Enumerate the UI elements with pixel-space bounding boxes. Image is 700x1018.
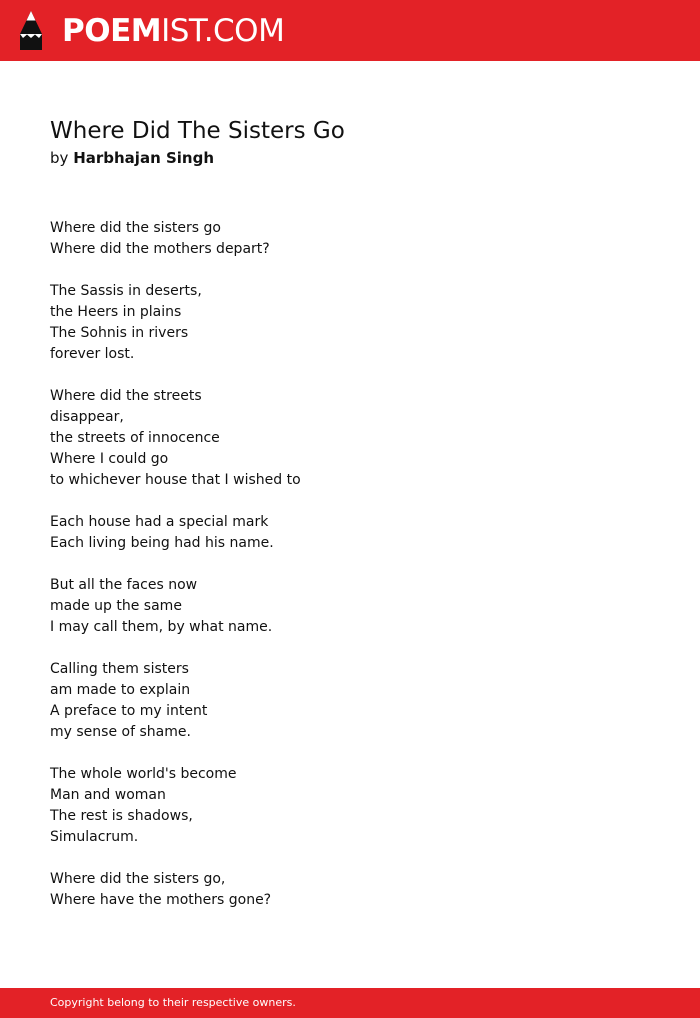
poem-title: Where Did The Sisters Go: [50, 118, 345, 144]
poem-stanza: [50, 512, 650, 554]
poem-line: Each house had a special mark: [50, 514, 269, 530]
poem-line: But all the faces now: [50, 577, 198, 593]
poem-line: am made to explain: [50, 682, 191, 698]
logo-text-light: IST.COM: [161, 13, 285, 49]
site-logo-link[interactable]: [62, 11, 284, 51]
copyright-notice: Copyright belong to their respective owners.: [50, 996, 296, 1009]
poem-line: The whole world's become: [50, 766, 237, 782]
poem-line: Each living being had his name.: [50, 535, 274, 551]
site-header: [0, 0, 700, 61]
poem-line: Where have the mothers gone?: [50, 892, 272, 908]
poem-line: forever lost.: [50, 346, 135, 362]
byline-prefix: by: [50, 149, 69, 167]
site-footer: [0, 988, 700, 1018]
poem-line: disappear,: [50, 409, 124, 425]
poem-author: Harbhajan Singh: [73, 149, 215, 167]
poem-line: Where I could go: [50, 451, 169, 467]
poem-line: Where did the mothers depart?: [50, 241, 270, 257]
poem-line: Where did the streets: [50, 388, 202, 404]
poem-stanza: [50, 869, 650, 911]
poem-stanza: [50, 659, 650, 743]
poem-line: to whichever house that I wished to: [50, 472, 301, 488]
poem-stanza: [50, 575, 650, 638]
poem-line: The Sassis in deserts,: [50, 283, 202, 299]
pencil-tip-icon: [18, 10, 44, 52]
poem-line: my sense of shame.: [50, 724, 191, 740]
poem-byline: [50, 147, 214, 169]
poem-line: Calling them sisters: [50, 661, 189, 677]
poem-line: The Sohnis in rivers: [50, 325, 189, 341]
poem-line: A preface to my intent: [50, 703, 208, 719]
poem-line: made up the same: [50, 598, 182, 614]
poem-line: The rest is shadows,: [50, 808, 193, 824]
poem-stanza: [50, 218, 650, 260]
poem-body: [50, 218, 650, 932]
poem-line: Man and woman: [50, 787, 166, 803]
logo-text-bold: POEM: [62, 13, 162, 49]
poem-stanza: [50, 281, 650, 365]
poem-line: the streets of innocence: [50, 430, 220, 446]
poem-stanza: [50, 764, 650, 848]
poem-line: Where did the sisters go: [50, 220, 221, 236]
poem-line: I may call them, by what name.: [50, 619, 273, 635]
poem-line: Simulacrum.: [50, 829, 139, 845]
poem-stanza: [50, 386, 650, 491]
poem-line: Where did the sisters go,: [50, 871, 226, 887]
poem-line: the Heers in plains: [50, 304, 182, 320]
